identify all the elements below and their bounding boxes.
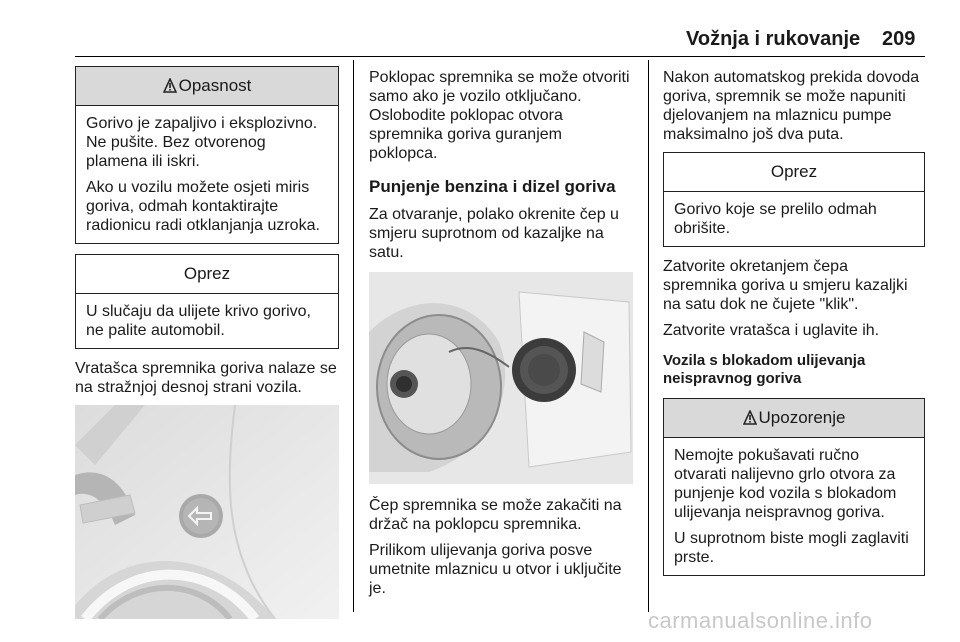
warning-box [663,398,925,576]
danger-text-1: Gorivo je zapaljivo i eksplozivno. Ne pušite. Bez otvorenog plamena ili iskri. [86,115,318,170]
warning-text-1: Nemojte pokušavati ručno otvarati nalijevno grlo otvora za punjenje kod vozila s blokadom ulijevanja neispravnog goriva. [674,447,897,521]
warning-triangle-icon [163,78,177,93]
fuel-cap-image [369,272,633,484]
close-door-text: Zatvorite vratašca i uglavite ih. [663,322,880,339]
caution-text: U slučaju da ulijete krivo gorivo, ne palite automobil. [86,303,311,339]
warning-box-header [664,399,924,438]
watermark: carmanualsonline.info [648,608,873,633]
open-cap-text: Za otvaranje, polako okrenite čep u smjeru suprotnom od kazaljke na satu. [369,206,619,261]
page-number: 209 [882,28,916,50]
column-divider-1 [353,60,354,612]
danger-title: Opasnost [178,76,252,95]
danger-box-header [76,67,338,106]
fuel-door-location-text: Vratašca spremnika goriva nalaze se na stražnjoj desnoj strani vozila. [75,360,337,396]
misfuel-heading: Vozila s blokadom ulijevanja neispravnog goriva [663,352,866,387]
caution-2-text: Gorivo koje se prelilo odmah obrišite. [674,201,877,237]
danger-text-2: Ako u vozilu možete osjeti miris goriva, odmah kontaktirajte radionicu radi otklanjanja uzroka. [86,179,320,234]
fuel-cap-illustration [369,272,633,484]
warning-text-2: U suprotnom biste mogli zaglaviti prste. [674,530,909,566]
caution-box-header: Oprez [76,255,338,294]
column-3 [663,68,925,576]
caution-box-2 [663,152,925,247]
warning-triangle-icon [743,410,757,425]
unlock-text: Poklopac spremnika se može otvoriti samo ako je vozilo otključano. Oslobodite poklopac otvora spremnika goriva guranjem poklopca. [369,69,630,162]
caution-box-2-header: Oprez [664,153,924,192]
danger-box-body [76,106,338,243]
nozzle-text: Prilikom ulijevanja goriva posve umetnite mlaznicu u otvor i uključite je. [369,542,622,597]
cap-holder-text: Čep spremnika se može zakačiti na držač na poklopcu spremnika. [369,497,622,533]
danger-box [75,66,339,244]
column-1 [75,66,339,619]
warning-title: Upozorenje [758,408,846,427]
caution-box [75,254,339,349]
column-divider-2 [648,60,649,612]
page-header-title: Vožnja i rukovanje [686,28,861,50]
caution-box-2-body [664,192,924,246]
fuel-door-car-image [75,405,339,619]
column-2 [369,68,633,605]
close-cap-text: Zatvorite okretanjem čepa spremnika goriva u smjeru kazaljki na satu dok ne čujete "klik". [663,258,908,313]
car-rear-illustration [75,405,339,619]
header-rule [75,56,925,57]
auto-shutoff-text: Nakon automatskog prekida dovoda goriva, spremnik se može napuniti djelovanjem na mlaznicu pumpe maksimalno još dva puta. [663,69,920,143]
refuel-heading: Punjenje benzina i dizel goriva [369,177,616,196]
warning-box-body [664,438,924,575]
caution-box-body [76,294,338,348]
